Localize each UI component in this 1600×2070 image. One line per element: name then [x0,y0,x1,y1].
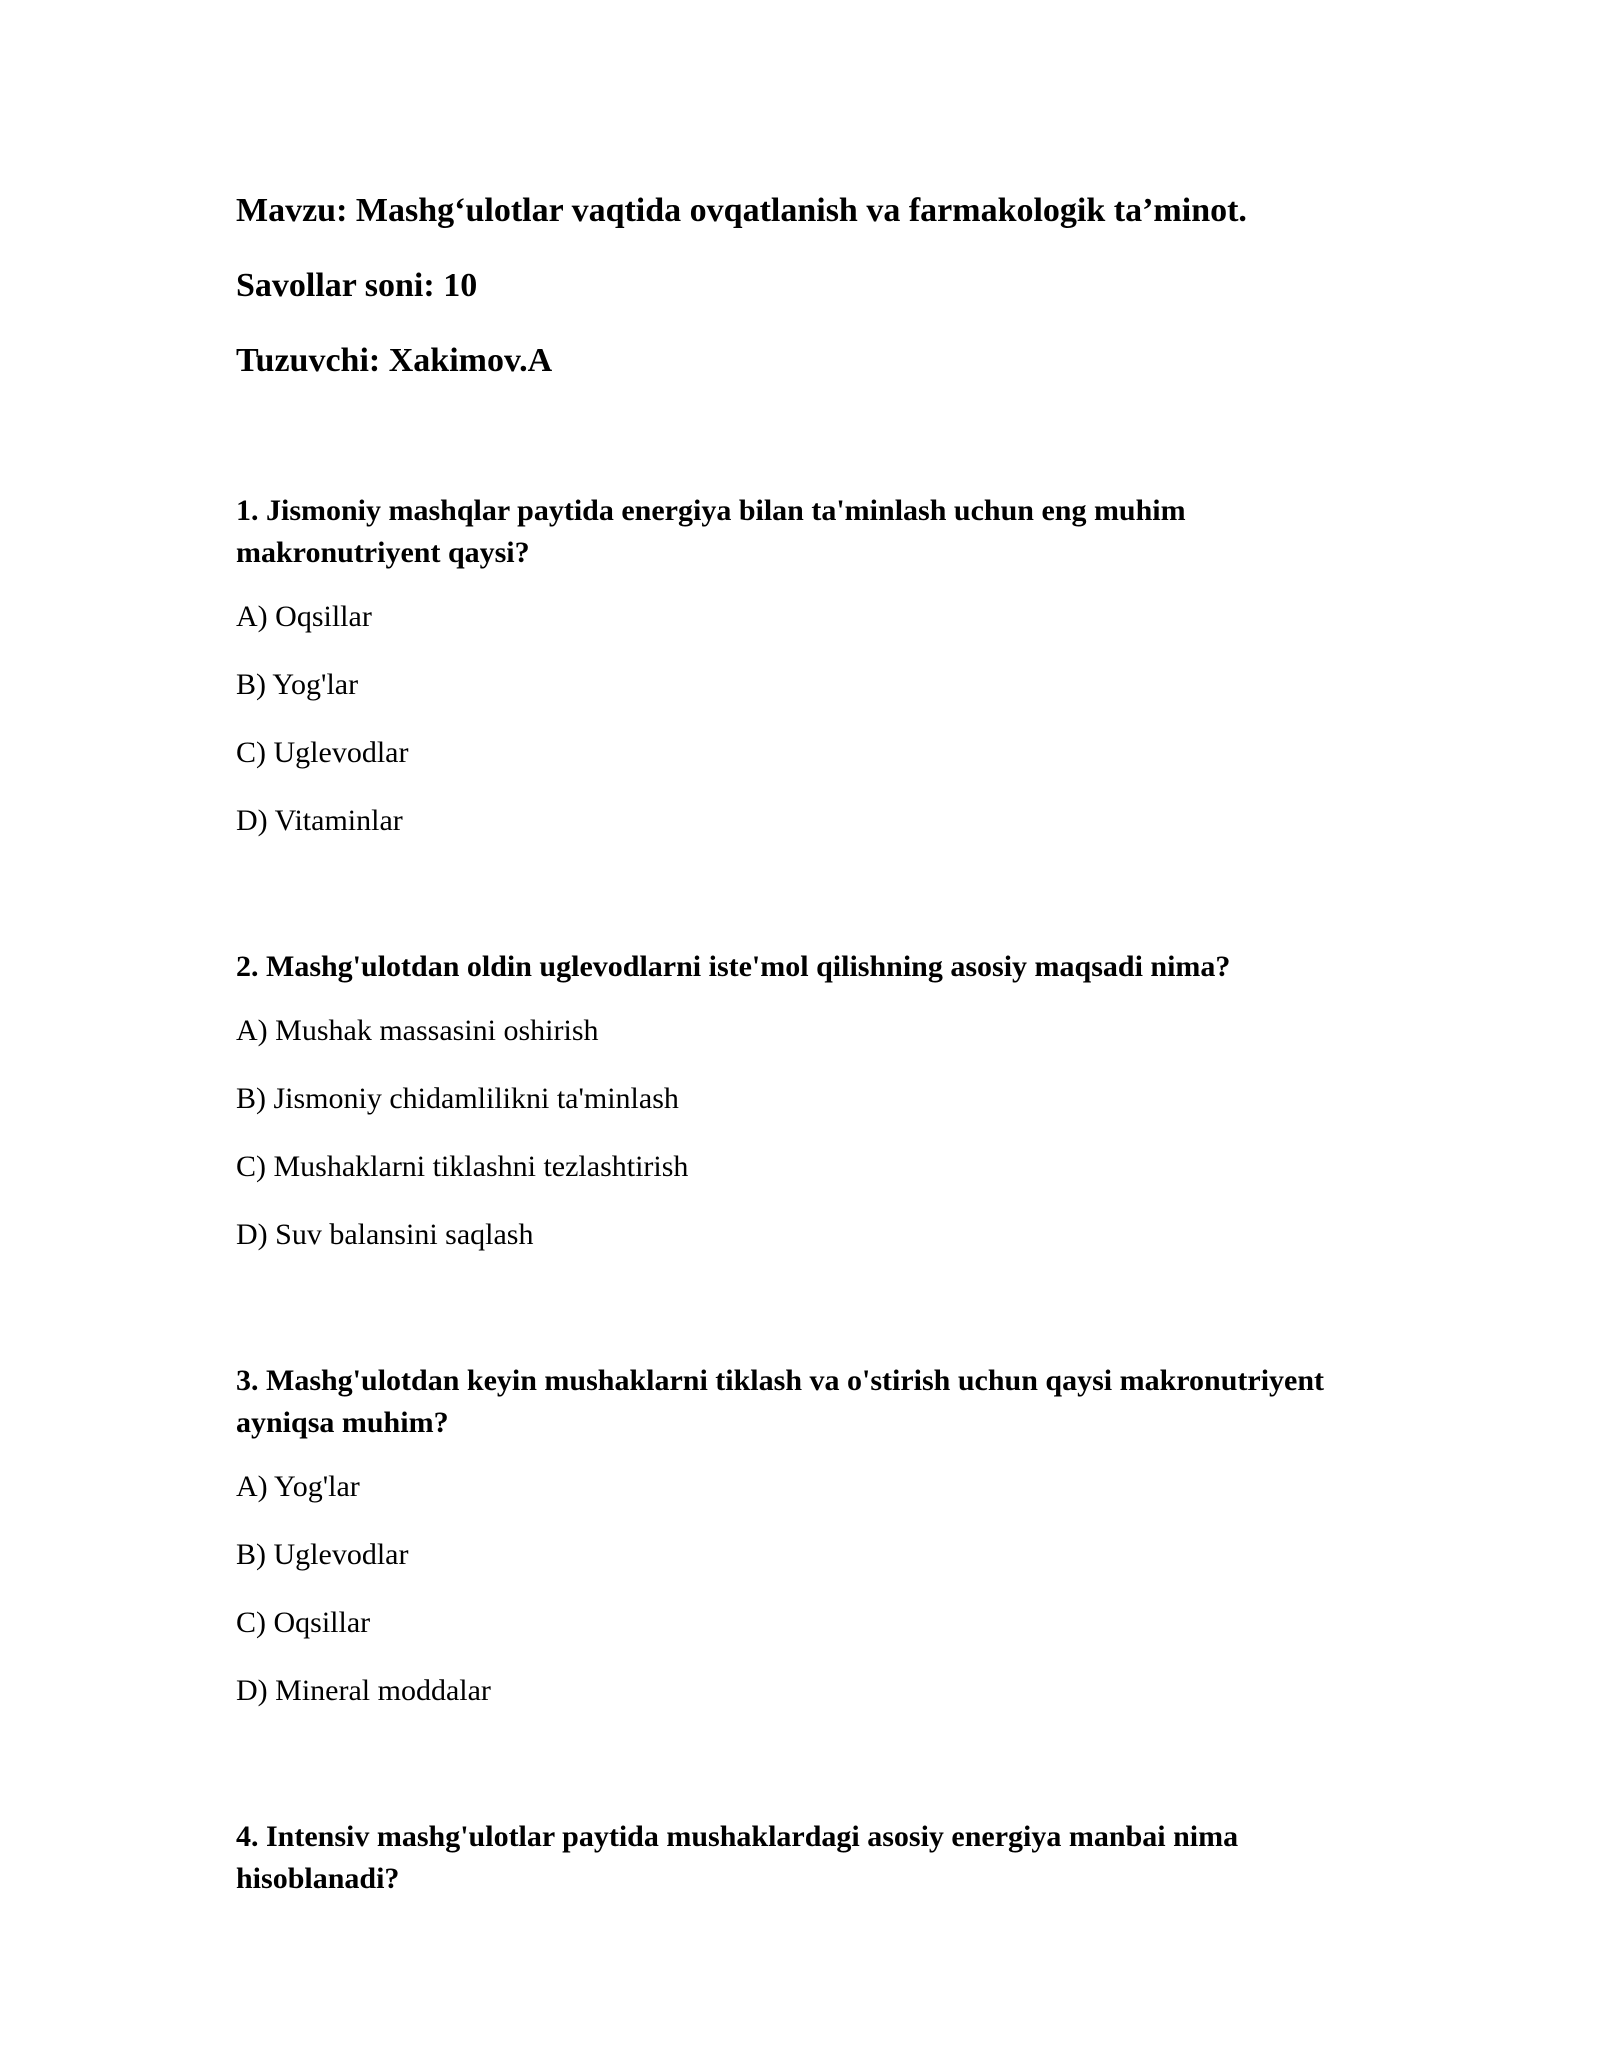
option-list [236,1466,1366,1712]
document-content [236,186,1366,2004]
option-b: B) Jismoniy chidamlilikni ta'minlash [236,1082,679,1115]
option-c: C) Uglevodlar [236,736,409,769]
option-b: B) Uglevodlar [236,1538,409,1571]
question-text: 3. Mashg'ulotdan keyin mushaklarni tiklash va o'stirish uchun qaysi makronutriyent ayniqsa muhim? [236,1364,1325,1439]
option-d: D) Mineral moddalar [236,1674,491,1707]
option-b: B) Yog'lar [236,668,359,701]
option-d: D) Suv balansini saqlash [236,1218,534,1251]
option-d: D) Vitaminlar [236,804,403,837]
option-c: C) Oqsillar [236,1606,371,1639]
question-count: Savollar soni: 10 [236,267,478,304]
question-text: 1. Jismoniy mashqlar paytida energiya bilan ta'minlash uchun eng muhim makronutriyent qaysi? [236,494,1186,569]
question-3 [236,1360,1366,1712]
topic-heading: Mavzu: Mashg‘ulotlar vaqtida ovqatlanish va farmakologik ta’minot. [236,192,1247,229]
option-list [236,1010,1366,1256]
question-1 [236,490,1366,842]
question-text: 4. Intensiv mashg'ulotlar paytida mushaklardagi asosiy energiya manbai nima hisoblanadi? [236,1820,1239,1895]
option-a: A) Mushak massasini oshirish [236,1014,599,1047]
option-a: A) Yog'lar [236,1470,360,1503]
question-2 [236,946,1366,1256]
author-line: Tuzuvchi: Xakimov.A [236,342,553,379]
option-c: C) Mushaklarni tiklashni tezlashtirish [236,1150,689,1183]
question-text: 2. Mashg'ulotdan oldin uglevodlarni iste'mol qilishning asosiy maqsadi nima? [236,950,1231,983]
option-list [236,596,1366,842]
question-list [236,490,1366,1900]
option-a: A) Oqsillar [236,600,372,633]
question-4 [236,1816,1366,1900]
